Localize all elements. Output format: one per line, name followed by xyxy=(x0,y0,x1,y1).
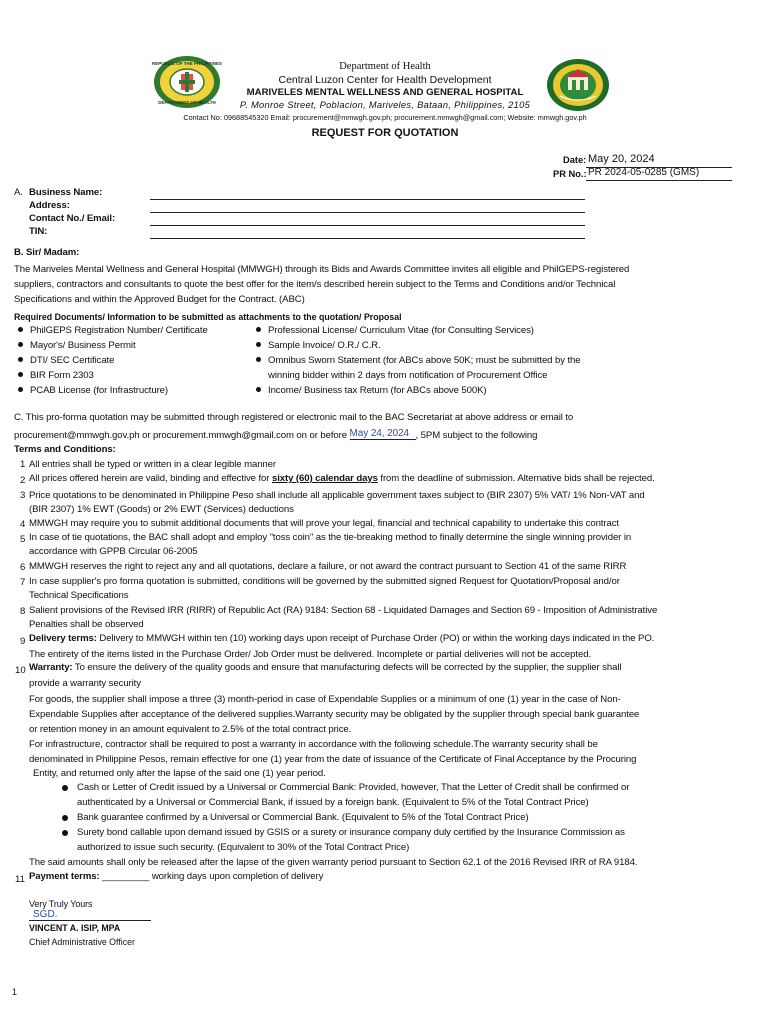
svg-text:REPUBLIC OF THE PHILIPPINES: REPUBLIC OF THE PHILIPPINES xyxy=(152,61,222,66)
section-c-line-2: procurement@mmwgh.gov.ph or procurement.mmwgh@gmail.com on or before May 24, 2024 , 5PM subject to the following xyxy=(14,428,538,441)
section-a-letter: A. xyxy=(14,187,23,198)
term-10b: provide a warranty security xyxy=(29,678,141,689)
business-name-field[interactable] xyxy=(150,199,585,200)
security-option-3b: authorized to issue such security. (Equivalent to 30% of the Total Contract Price) xyxy=(77,842,410,853)
pr-label: PR No.: xyxy=(553,169,587,179)
term-10c: For goods, the supplier shall impose a three (3) month-period in case of Expendable Supplies or a minimum of one (1) year in the case of Non- xyxy=(29,694,621,705)
pr-underline xyxy=(586,180,732,181)
bullet-icon xyxy=(62,830,68,836)
term-number: 7 xyxy=(20,577,26,588)
term-number: 4 xyxy=(20,519,26,530)
business-name-label: Business Name: xyxy=(29,187,103,198)
term-number: 8 xyxy=(20,606,26,617)
term-7a: In case supplier's pro forma quotation is submitted, conditions will be governed by the submitted signed Request for Quotation/Proposal and/or xyxy=(29,576,620,587)
term-10h: Entity, and returned only after the lapse of the said one (1) year period. xyxy=(33,768,326,779)
hospital-name: MARIVELES MENTAL WELLNESS AND GENERAL HOSPITAL xyxy=(246,87,524,98)
hospital-address: P. Monroe Street, Poblacion, Mariveles, Bataan, Philippines, 2105 xyxy=(239,100,531,110)
term-8b: Penalties shall be observed xyxy=(29,619,144,630)
term-10f: For infrastructure, contractor shall be required to post a warranty in accordance with the following schedule.The warranty security shall be xyxy=(29,739,598,750)
intro-line-2: suppliers, contractors and consultants to quote the best offer for the item/s described herein subject to the Terms and Conditions and/or Technical xyxy=(14,279,616,290)
term-3b: (BIR 2307) 1% EWT (Goods) or 2% EWT (Services) deductions xyxy=(29,504,294,515)
intro-line-3: Specifications and within the Approved Budget for the Contract. (ABC) xyxy=(14,294,305,305)
req-item: DTI/ SEC Certificate xyxy=(18,355,114,366)
bullet-icon xyxy=(18,372,23,377)
signature-line xyxy=(29,920,151,921)
term-1: All entries shall be typed or written in a clear legible manner xyxy=(29,459,276,470)
term-number: 11 xyxy=(15,874,25,885)
tin-label: TIN: xyxy=(29,226,48,237)
req-item: Sample Invoice/ O.R./ C.R. xyxy=(256,340,381,351)
term-10g: denominated in Philippine Pesos, remain effective for one (1) year from the date of issuance of the Certificate of Final Acceptance by the Procuring xyxy=(29,754,637,765)
term-number: 6 xyxy=(20,562,26,573)
required-docs-heading: Required Documents/ Information to be submitted as attachments to the quotation/ Proposal xyxy=(14,312,402,322)
security-option-1a: Cash or Letter of Credit issued by a Universal or Commercial Bank: Provided, however, That the Letter of Credit shall be confirmed or xyxy=(77,782,630,793)
req-item-continued: winning bidder within 2 days from notification of Procurement Office xyxy=(268,370,548,381)
term-8a: Salient provisions of the Revised IRR (RIRR) of Republic Act (RA) 9184: Section 68 - Liquidated Damages and Section 69 - Imposition of Administrative xyxy=(29,605,658,616)
term-9b: The entirety of the items listed in the Purchase Order/ Job Order must be delivered. Incomplete or partial deliveries will not be accepted. xyxy=(29,649,592,660)
dept-name: Department of Health xyxy=(339,61,431,72)
term-10e: or retention money in an amount equivalent to 2.5% of the total contract price. xyxy=(29,724,352,735)
security-option-1b: authenticated by a Universal or Commercial Bank, if issued by a foreign bank. (Equivalent to 5% of the Total Contract Price) xyxy=(77,797,589,808)
req-item: Mayor's/ Business Permit xyxy=(18,340,136,351)
signatory-name: VINCENT A. ISIP, MPA xyxy=(29,923,121,933)
contact-field[interactable] xyxy=(150,225,585,226)
term-number: 3 xyxy=(20,490,26,501)
term-9a: Delivery terms: Delivery to MMWGH within ten (10) working days upon receipt of Purchase Order (PO) or within the working days indicated in the PO. xyxy=(29,633,655,644)
bullet-icon xyxy=(18,342,23,347)
term-10d: Expendable Supplies after acceptance of the delivered supplies.Warranty security may be obligated by the supplier through special bank guarantee xyxy=(29,709,640,720)
term-2: All prices offered herein are valid, binding and effective for sixty (60) calendar days from the deadline of submission. Alternative bids shall be rejected. xyxy=(29,473,655,484)
hospital-contact: Contact No: 09688545320 Email: procurement@mmwgh.gov.ph; procurement.mmwgh@gmail.com; Website: mmwgh.gov.ph xyxy=(183,113,587,122)
bullet-icon xyxy=(62,785,68,791)
req-item: PCAB License (for Infrastructure) xyxy=(18,385,168,396)
svg-text:DEPARTMENT OF HEALTH: DEPARTMENT OF HEALTH xyxy=(158,100,216,105)
terms-heading: Terms and Conditions: xyxy=(14,444,116,455)
term-7b: Technical Specifications xyxy=(29,590,129,601)
salutation: B. Sir/ Madam: xyxy=(14,247,80,258)
term-number: 2 xyxy=(20,475,26,486)
bullet-icon xyxy=(256,327,261,332)
term-6: MMWGH reserves the right to reject any and all quotations, declare a failure, or not award the contract pursuant to Section 41 of the same RIRR xyxy=(29,561,627,572)
bullet-icon xyxy=(256,342,261,347)
bullet-icon xyxy=(18,327,23,332)
term-number: 5 xyxy=(20,534,26,545)
term-5b: accordance with GPPB Circular 06-2005 xyxy=(29,546,198,557)
bullet-icon xyxy=(62,815,68,821)
req-item: Income/ Business tax Return (for ABCs above 500K) xyxy=(256,385,487,396)
term-11: Payment terms: _________ working days upon completion of delivery xyxy=(29,871,324,882)
req-item: BIR Form 2303 xyxy=(18,370,94,381)
term-10i: The said amounts shall only be released after the lapse of the given warranty period pursuant to Section 62.1 of the 2016 Revised IRR of RA 9184. xyxy=(29,857,638,868)
term-number: 9 xyxy=(20,636,26,647)
date-label: Date: xyxy=(563,155,587,165)
security-option-2: Bank guarantee confirmed by a Universal or Commercial Bank. (Equivalent to 5% of the Total Contract Price) xyxy=(77,812,529,823)
signatory-position: Chief Administrative Officer xyxy=(29,937,135,947)
deadline-date: May 24, 2024 xyxy=(350,428,416,440)
bullet-icon xyxy=(18,387,23,392)
req-item: Omnibus Sworn Statement (for ABCs above 50K; must be submitted by the xyxy=(256,355,581,366)
address-field[interactable] xyxy=(150,212,585,213)
closing: Very Truly Yours xyxy=(29,899,93,909)
page-title: REQUEST FOR QUOTATION xyxy=(311,127,459,139)
term-10a: Warranty: To ensure the delivery of the quality goods and ensure that manufacturing defects will be corrected by the supplier, the supplier shall xyxy=(29,662,622,673)
contact-label: Contact No./ Email: xyxy=(29,213,116,224)
term-number: 10 xyxy=(15,665,26,676)
term-3a: Price quotations to be denominated in Philippine Peso shall include all applicable government taxes subject to (BIR 2307) 5% VAT/ 1% Non-VAT and xyxy=(29,490,645,501)
req-item: Professional License/ Curriculum Vitae (for Consulting Services) xyxy=(256,325,534,336)
req-item: PhilGEPS Registration Number/ Certificate xyxy=(18,325,208,336)
term-4: MMWGH may require you to submit additional documents that will prove your legal, financial and technical capability to undertake this contract xyxy=(29,518,619,529)
address-label: Address: xyxy=(29,200,70,211)
center-name: Central Luzon Center for Health Development xyxy=(278,74,492,86)
pr-value: PR 2024-05-0285 (GMS) xyxy=(588,167,700,178)
intro-line-1: The Mariveles Mental Wellness and General Hospital (MMWGH) through its Bids and Awards Committee invites all eligible and PhilGEPS-registered xyxy=(14,264,630,275)
term-5a: In case of tie quotations, the BAC shall adopt and employ "toss coin" as the tie-breaking method to finally determine the single winning provider in xyxy=(29,532,632,543)
tin-field[interactable] xyxy=(150,238,585,239)
security-option-3a: Surety bond callable upon demand issued by GSIS or a surety or insurance company duly certified by the Insurance Commission as xyxy=(77,827,625,838)
date-value: May 20, 2024 xyxy=(588,153,655,165)
term-number: 1 xyxy=(20,459,26,470)
bullet-icon xyxy=(256,357,261,362)
page-number: 1 xyxy=(12,987,18,997)
signed-mark: SGD. xyxy=(33,909,58,920)
section-c-line-1: C. This pro-forma quotation may be submitted through registered or electronic mail to the BAC Secretariat at above address or email to xyxy=(14,412,574,423)
bullet-icon xyxy=(256,387,261,392)
bullet-icon xyxy=(18,357,23,362)
